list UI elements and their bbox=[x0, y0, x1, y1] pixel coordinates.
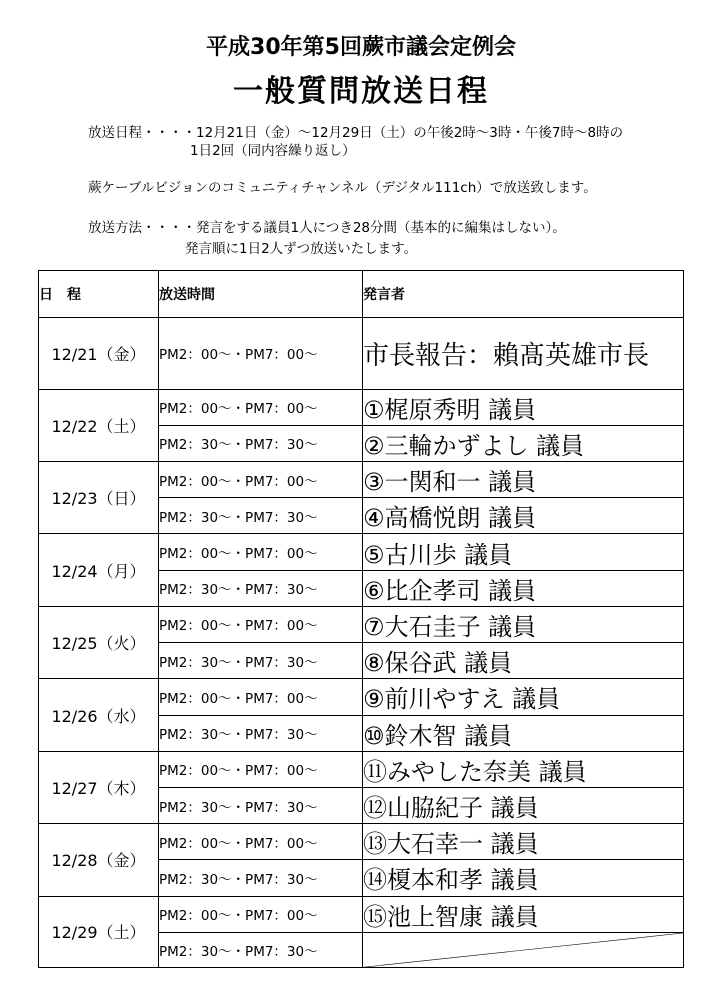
time-cell: PM2：30～・PM7：30～ bbox=[159, 860, 363, 896]
speaker-cell: ⑩鈴木智 議員 bbox=[363, 715, 684, 751]
schedule-table bbox=[38, 270, 684, 968]
time-cell: PM2：30～・PM7：30～ bbox=[159, 570, 363, 606]
table-row bbox=[39, 679, 684, 715]
table-row bbox=[39, 318, 684, 389]
empty-speaker-cell bbox=[363, 932, 684, 967]
channel-info: 蕨ケーブルビジョンのコミュニティチャンネル（デジタル111ch）で放送致します。 bbox=[88, 180, 597, 196]
speaker-cell: ⑮池上智康 議員 bbox=[363, 896, 684, 932]
speaker-cell: ⑤古川歩 議員 bbox=[363, 534, 684, 570]
speaker-cell: ⑦大石圭子 議員 bbox=[363, 606, 684, 642]
method-info-line2: 発言順に1日2人ずつ放送いたします。 bbox=[185, 241, 418, 257]
time-cell: PM2：30～・PM7：30～ bbox=[159, 715, 363, 751]
table-row bbox=[39, 462, 684, 498]
speaker-cell: ⑧保谷武 議員 bbox=[363, 643, 684, 679]
time-cell: PM2：00～・PM7：00～ bbox=[159, 751, 363, 787]
time-cell: PM2：00～・PM7：00～ bbox=[159, 896, 363, 932]
time-cell: PM2：30～・PM7：30～ bbox=[159, 425, 363, 461]
page-subtitle: 一般質問放送日程 bbox=[233, 74, 489, 109]
time-cell: PM2：00～・PM7：00～ bbox=[159, 606, 363, 642]
time-cell: PM2：00～・PM7：00～ bbox=[159, 318, 363, 389]
speaker-cell: ③一関和一 議員 bbox=[363, 462, 684, 498]
table-row bbox=[39, 824, 684, 860]
table-row bbox=[39, 389, 684, 425]
speaker-cell: 市長報告：賴髙英雄市長 bbox=[363, 318, 684, 389]
time-cell: PM2：00～・PM7：00～ bbox=[159, 389, 363, 425]
time-cell: PM2：00～・PM7：00～ bbox=[159, 824, 363, 860]
speaker-cell: ①梶原秀明 議員 bbox=[363, 389, 684, 425]
table-row bbox=[39, 606, 684, 642]
schedule-info-line1: 放送日程・・・・12月21日（金）～12月29日（土）の午後2時～3時・午後7時～8時の bbox=[88, 125, 624, 141]
time-cell: PM2：00～・PM7：00～ bbox=[159, 534, 363, 570]
speaker-cell: ⑥比企孝司 議員 bbox=[363, 570, 684, 606]
date-cell: 12/24（月） bbox=[39, 534, 159, 606]
date-cell: 12/23（日） bbox=[39, 462, 159, 534]
speaker-cell: ⑪みやした奈美 議員 bbox=[363, 751, 684, 787]
speaker-cell: ④高橋悦朗 議員 bbox=[363, 498, 684, 534]
date-cell: 12/25（火） bbox=[39, 606, 159, 678]
table-row bbox=[39, 534, 684, 570]
diagonal-strike-line bbox=[363, 933, 683, 967]
date-cell: 12/21（金） bbox=[39, 318, 159, 389]
time-cell: PM2：00～・PM7：00～ bbox=[159, 679, 363, 715]
method-info-line1: 放送方法・・・・発言をする議員1人につき28分間（基本的に編集はしない）。 bbox=[88, 220, 566, 236]
table-row bbox=[39, 896, 684, 932]
speaker-cell: ⑭榎本和孝 議員 bbox=[363, 860, 684, 896]
time-cell: PM2：30～・PM7：30～ bbox=[159, 932, 363, 967]
date-cell: 12/22（土） bbox=[39, 389, 159, 461]
speaker-cell: ⑬大石幸一 議員 bbox=[363, 824, 684, 860]
header-time: 放送時間 bbox=[159, 271, 363, 318]
table-row bbox=[39, 751, 684, 787]
speaker-cell: ②三輪かずよし 議員 bbox=[363, 425, 684, 461]
date-cell: 12/29（土） bbox=[39, 896, 159, 967]
header-date: 日 程 bbox=[39, 271, 159, 318]
page-title: 平成30年第5回蕨市議会定例会 bbox=[206, 35, 516, 60]
speaker-cell: ⑨前川やすえ 議員 bbox=[363, 679, 684, 715]
speaker-cell: ⑫山脇紀子 議員 bbox=[363, 787, 684, 823]
date-cell: 12/26（水） bbox=[39, 679, 159, 751]
time-cell: PM2：00～・PM7：00～ bbox=[159, 462, 363, 498]
date-cell: 12/28（金） bbox=[39, 824, 159, 896]
header-speaker: 発言者 bbox=[363, 271, 684, 318]
schedule-info-line2: 1日2回（同内容繰り返し） bbox=[190, 143, 356, 159]
table-header-row bbox=[39, 271, 684, 318]
time-cell: PM2：30～・PM7：30～ bbox=[159, 787, 363, 823]
time-cell: PM2：30～・PM7：30～ bbox=[159, 643, 363, 679]
time-cell: PM2：30～・PM7：30～ bbox=[159, 498, 363, 534]
date-cell: 12/27（木） bbox=[39, 751, 159, 823]
